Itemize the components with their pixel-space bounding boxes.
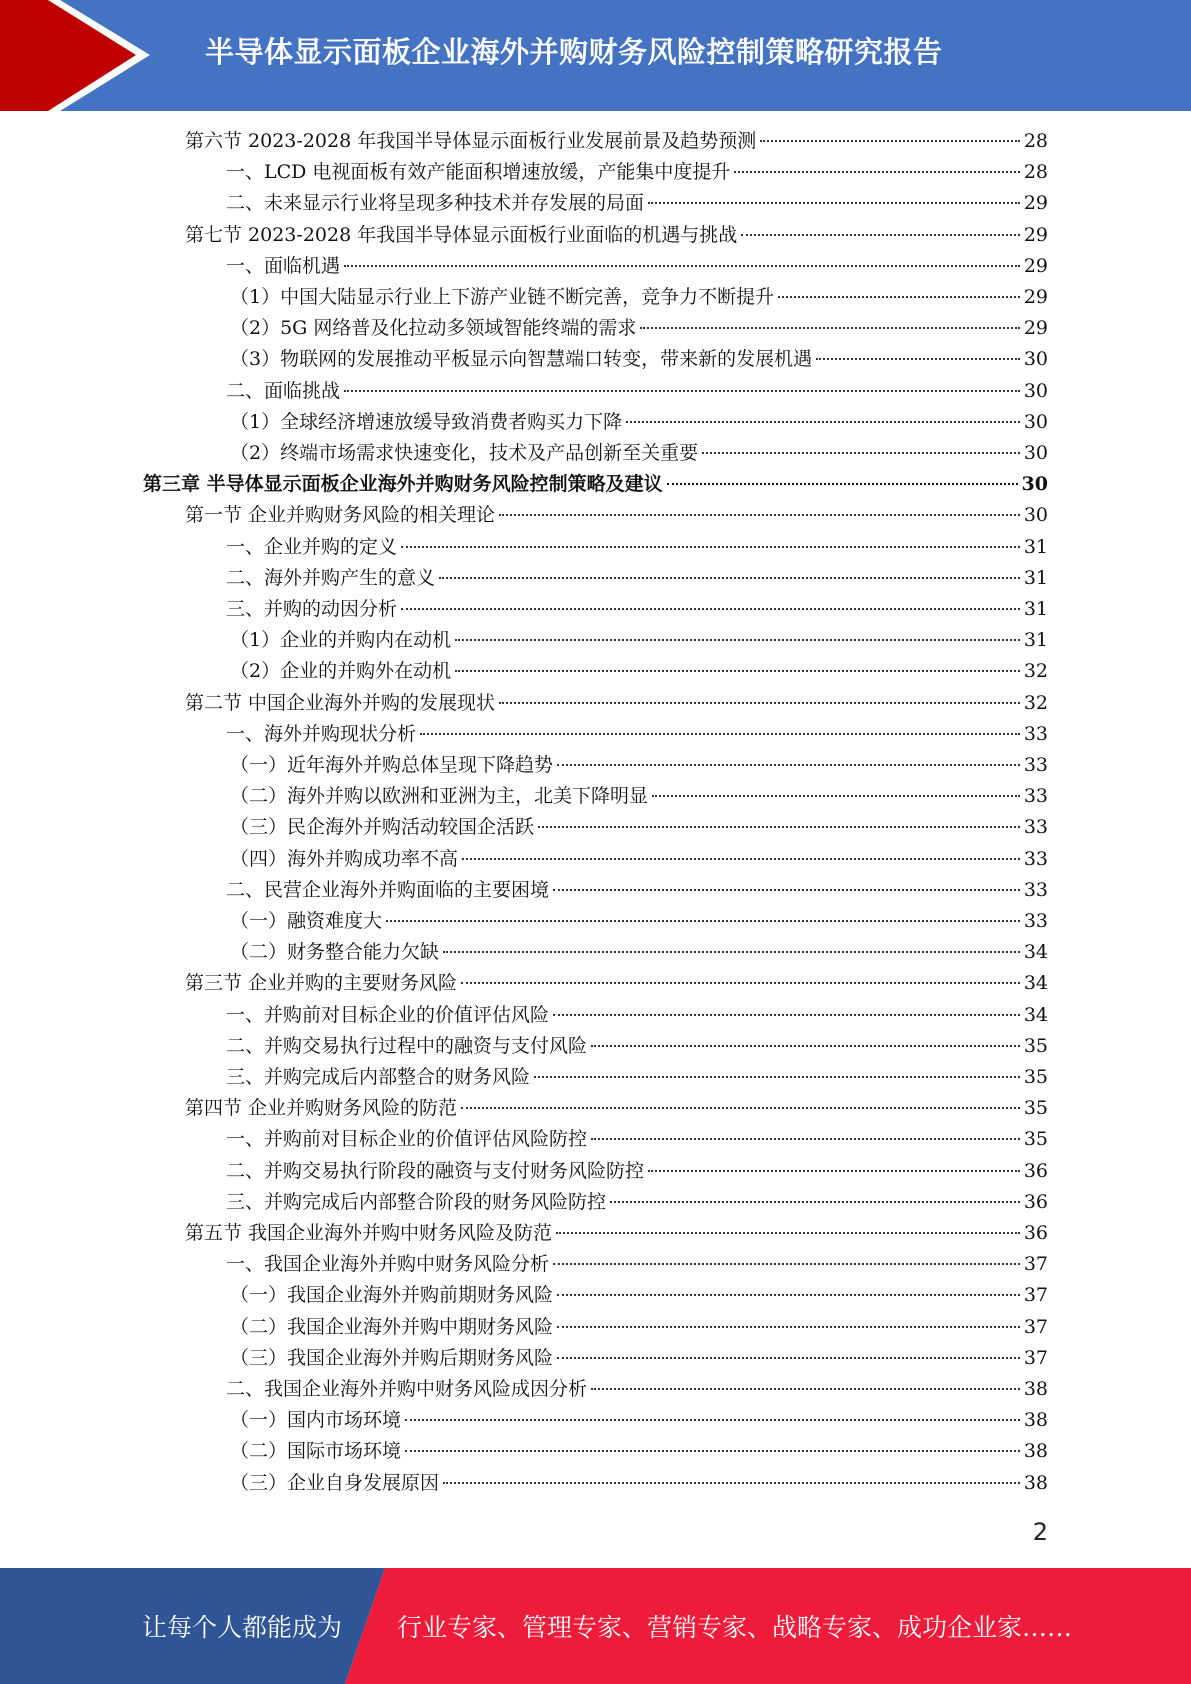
toc-dot-leader <box>626 421 1020 423</box>
toc-entry-title: （三）我国企业海外并购后期财务风险 <box>230 1346 554 1369</box>
toc-entry-title: 三、并购完成后内部整合阶段的财务风险防控 <box>226 1190 607 1213</box>
toc-entry-page: 33 <box>1023 722 1048 745</box>
toc-entry[interactable] <box>185 220 1048 251</box>
toc-entry-page: 35 <box>1023 1128 1048 1151</box>
toc-entry-title: 一、并购前对目标企业的价值评估风险防控 <box>226 1128 588 1151</box>
toc-entry-page: 30 <box>1021 473 1048 496</box>
toc-entry-page: 33 <box>1023 847 1048 870</box>
toc-entry[interactable] <box>226 875 1048 906</box>
toc-entry[interactable] <box>230 937 1048 968</box>
toc-entry-page: 30 <box>1023 379 1048 402</box>
toc-dot-leader <box>344 265 1020 267</box>
toc-entry[interactable] <box>230 1405 1048 1436</box>
toc-dot-leader <box>461 1107 1020 1109</box>
toc-entry-title: （2）5G 网络普及化拉动多领域智能终端的需求 <box>230 317 637 340</box>
toc-dot-leader <box>499 514 1020 516</box>
toc-entry-title: 第三节 企业并购的主要财务风险 <box>185 972 458 995</box>
toc-entry-page: 33 <box>1023 910 1048 932</box>
toc-entry-title: 二、并购交易执行阶段的融资与支付财务风险防控 <box>226 1159 645 1182</box>
toc-entry-page: 28 <box>1023 130 1048 152</box>
toc-entry-title: （一）近年海外并购总体呈现下降趋势 <box>230 754 554 776</box>
toc-entry[interactable] <box>226 719 1048 750</box>
toc-entry-page: 37 <box>1023 1253 1048 1276</box>
toc-dot-leader <box>667 483 1018 485</box>
toc-entry[interactable] <box>185 126 1048 157</box>
footer-slogan-right: 行业专家、管理专家、营销专家、战略专家、成功企业家…… <box>397 1613 1073 1642</box>
toc-entry[interactable] <box>230 313 1048 344</box>
toc-entry[interactable] <box>185 1093 1048 1124</box>
toc-dot-leader <box>734 171 1019 173</box>
toc-entry-page: 38 <box>1023 1378 1048 1400</box>
toc-dot-leader <box>557 1326 1020 1328</box>
toc-entry[interactable] <box>226 251 1048 282</box>
toc-entry-title: 二、民营企业海外并购面临的主要困境 <box>226 878 550 901</box>
header-bar <box>0 0 1191 111</box>
footer-slogan-left: 让每个人都能成为 <box>142 1613 343 1642</box>
toc-entry[interactable] <box>226 1062 1048 1093</box>
toc-entry-title: （二）海外并购以欧洲和亚洲为主，北美下降明显 <box>230 785 649 808</box>
toc-entry[interactable] <box>230 750 1048 781</box>
toc-entry-title: （四）海外并购成功率不高 <box>230 847 459 870</box>
toc-dot-leader <box>557 1294 1020 1296</box>
toc-dot-leader <box>420 733 1020 735</box>
toc-entry-page: 31 <box>1023 535 1048 558</box>
toc-entry-title: （二）我国企业海外并购中期财务风险 <box>230 1315 554 1338</box>
toc-entry-title: 一、LCD 电视面板有效产能面积增速放缓，产能集中度提升 <box>226 161 731 184</box>
toc-dot-leader <box>553 889 1020 891</box>
toc-entry-title: 二、并购交易执行过程中的融资与支付风险 <box>226 1034 588 1057</box>
toc-dot-leader <box>591 1045 1020 1047</box>
toc-entry[interactable] <box>226 1374 1048 1405</box>
toc-entry[interactable] <box>226 188 1048 219</box>
toc-entry-title: （2）终端市场需求快速变化，技术及产品创新至关重要 <box>230 442 699 464</box>
toc-entry-title: 一、海外并购现状分析 <box>226 722 417 745</box>
toc-entry-page: 29 <box>1023 254 1048 277</box>
toc-dot-leader <box>640 327 1019 329</box>
toc-dot-leader <box>648 202 1020 204</box>
toc-entry[interactable] <box>230 1468 1048 1499</box>
toc-dot-leader <box>557 1357 1020 1359</box>
toc-entry-title: （一）融资难度大 <box>230 910 383 932</box>
toc-entry-title: 第一节 企业并购财务风险的相关理论 <box>185 504 496 527</box>
toc-entry-title: （二）国际市场环境 <box>230 1440 402 1463</box>
toc-entry-page: 32 <box>1023 660 1048 683</box>
toc-entry-title: 二、面临挑战 <box>226 379 341 402</box>
toc-entry[interactable] <box>230 282 1048 313</box>
toc-entry[interactable] <box>185 968 1048 999</box>
toc-entry-page: 35 <box>1023 1097 1048 1120</box>
toc-entry-page: 30 <box>1023 348 1048 371</box>
toc-entry-page: 38 <box>1023 1440 1048 1463</box>
toc-dot-leader <box>610 1201 1020 1203</box>
toc-entry[interactable] <box>226 1124 1048 1155</box>
toc-entry-title: （1）企业的并购内在动机 <box>230 629 452 652</box>
toc-entry[interactable] <box>185 500 1048 531</box>
toc-entry-title: （二）财务整合能力欠缺 <box>230 941 440 964</box>
toc-entry[interactable] <box>230 844 1048 875</box>
toc-entry-title: 第六节 2023-2028 年我国半导体显示面板行业发展前景及趋势预测 <box>185 130 757 152</box>
toc-entry[interactable] <box>185 1218 1048 1249</box>
toc-dot-leader <box>591 1388 1020 1390</box>
toc-entry-title: （一）国内市场环境 <box>230 1409 402 1432</box>
toc-entry[interactable] <box>226 157 1048 188</box>
toc-entry-title: 一、并购前对目标企业的价值评估风险 <box>226 1003 550 1026</box>
toc-dot-leader <box>816 358 1020 360</box>
toc-entry[interactable] <box>185 688 1048 719</box>
toc-entry-title: 第二节 中国企业海外并购的发展现状 <box>185 691 496 714</box>
toc-entry-title: （2）企业的并购外在动机 <box>230 660 452 683</box>
toc-dot-leader <box>499 702 1020 704</box>
toc-dot-leader <box>386 920 1020 922</box>
toc-entry-page: 33 <box>1023 878 1048 901</box>
toc-dot-leader <box>462 858 1020 860</box>
toc-entry-page: 30 <box>1023 504 1048 527</box>
toc-entry-page: 37 <box>1023 1346 1048 1369</box>
toc-entry-page: 35 <box>1023 1034 1048 1057</box>
toc-entry[interactable] <box>230 625 1048 656</box>
toc-entry-page: 28 <box>1023 161 1048 184</box>
toc-dot-leader <box>557 764 1020 766</box>
toc-entry-title: 二、未来显示行业将呈现多种技术并存发展的局面 <box>226 192 645 215</box>
toc-entry[interactable] <box>230 344 1048 375</box>
toc-dot-leader <box>405 1450 1020 1452</box>
toc-entry-page: 33 <box>1023 785 1048 808</box>
toc-dot-leader <box>455 670 1020 672</box>
toc-entry[interactable] <box>230 781 1048 812</box>
footer-banner <box>0 1568 1191 1684</box>
toc-entry-title: 一、我国企业海外并购中财务风险分析 <box>226 1253 550 1276</box>
toc-entry[interactable] <box>226 376 1048 407</box>
toc-dot-leader <box>455 639 1020 641</box>
toc-entry-page: 31 <box>1023 598 1048 620</box>
toc-entry-page: 38 <box>1023 1409 1048 1432</box>
toc-entry-page: 34 <box>1023 1003 1048 1026</box>
toc-entry-page: 36 <box>1023 1222 1048 1244</box>
toc-entry-page: 37 <box>1023 1284 1048 1307</box>
toc-dot-leader <box>591 1138 1020 1140</box>
toc-entry[interactable] <box>226 1031 1048 1062</box>
toc-entry[interactable] <box>226 594 1048 625</box>
toc-dot-leader <box>461 982 1020 984</box>
toc-entry-title: （三）民企海外并购活动较国企活跃 <box>230 816 535 839</box>
toc-entry-title: 一、企业并购的定义 <box>226 535 398 558</box>
toc-entry[interactable] <box>230 906 1048 937</box>
toc-entry-title: 一、面临机遇 <box>226 254 341 277</box>
toc-entry[interactable] <box>230 407 1048 438</box>
toc-entry-page: 30 <box>1023 410 1048 433</box>
toc-entry-page: 34 <box>1023 941 1048 964</box>
toc-entry-page: 36 <box>1023 1190 1048 1213</box>
toc-entry-page: 29 <box>1023 192 1048 215</box>
toc-entry-title: 第七节 2023-2028 年我国半导体显示面板行业面临的机遇与挑战 <box>185 223 738 246</box>
toc-entry-page: 29 <box>1023 223 1048 246</box>
toc-entry-title: 三、并购的动因分析 <box>226 598 398 620</box>
toc-dot-leader <box>538 826 1020 828</box>
toc-entry-page: 29 <box>1023 317 1048 340</box>
toc-entry-title: （1）全球经济增速放缓导致消费者购买力下降 <box>230 410 623 433</box>
header-arrow-icon <box>0 0 160 111</box>
toc-entry-title: 二、我国企业海外并购中财务风险成因分析 <box>226 1378 588 1400</box>
toc-entry-page: 31 <box>1023 629 1048 652</box>
toc-entry-page: 31 <box>1023 566 1048 589</box>
toc-dot-leader <box>778 296 1020 298</box>
toc-entry-title: （3）物联网的发展推动平板显示向智慧端口转变，带来新的发展机遇 <box>230 348 813 371</box>
toc-entry-page: 36 <box>1023 1159 1048 1182</box>
toc-entry[interactable] <box>230 1312 1048 1343</box>
toc-entry-title: （一）我国企业海外并购前期财务风险 <box>230 1284 554 1307</box>
toc-dot-leader <box>534 1076 1020 1078</box>
toc-dot-leader <box>439 577 1020 579</box>
toc-entry[interactable] <box>143 469 1048 500</box>
toc-entry-page: 37 <box>1023 1315 1048 1338</box>
toc-entry-title: 三、并购完成后内部整合的财务风险 <box>226 1066 531 1088</box>
toc-entry-page: 29 <box>1023 286 1048 308</box>
toc-entry[interactable] <box>230 1280 1048 1311</box>
toc-entry[interactable] <box>226 1249 1048 1280</box>
toc-dot-leader <box>556 1232 1020 1234</box>
toc-entry-title: 第四节 企业并购财务风险的防范 <box>185 1097 458 1120</box>
toc-entry-page: 33 <box>1023 816 1048 839</box>
toc-entry[interactable] <box>226 532 1048 563</box>
toc-entry-title: （三）企业自身发展原因 <box>230 1471 440 1494</box>
toc-entry[interactable] <box>230 1343 1048 1374</box>
toc-dot-leader <box>401 608 1020 610</box>
toc-entry[interactable] <box>230 812 1048 843</box>
toc-entry-title: 第五节 我国企业海外并购中财务风险及防范 <box>185 1222 553 1244</box>
toc-entry[interactable] <box>230 656 1048 687</box>
toc-entry-title: 第三章 半导体显示面板企业海外并购财务风险控制策略及建议 <box>143 473 663 496</box>
toc-entry-title: （1）中国大陆显示行业上下游产业链不断完善，竞争力不断提升 <box>230 286 775 308</box>
toc-entry[interactable] <box>226 1187 1048 1218</box>
toc-entry[interactable] <box>226 563 1048 594</box>
toc-dot-leader <box>553 1014 1020 1016</box>
toc-entry-title: 二、海外并购产生的意义 <box>226 566 436 589</box>
toc-entry-page: 34 <box>1023 972 1048 995</box>
toc-entry-page: 32 <box>1023 691 1048 714</box>
toc-entry[interactable] <box>226 1156 1048 1187</box>
toc-dot-leader <box>652 795 1020 797</box>
toc-dot-leader <box>443 1482 1020 1484</box>
toc-entry-page: 35 <box>1023 1066 1048 1088</box>
toc-dot-leader <box>648 1170 1020 1172</box>
toc-dot-leader <box>702 452 1020 454</box>
toc-dot-leader <box>405 1419 1020 1421</box>
toc-dot-leader <box>443 951 1020 953</box>
toc-dot-leader <box>401 546 1020 548</box>
toc-dot-leader <box>344 390 1020 392</box>
toc-entry-page: 33 <box>1023 754 1048 776</box>
toc-entry[interactable] <box>230 1436 1048 1467</box>
toc-entry[interactable] <box>230 438 1048 469</box>
toc-dot-leader <box>760 140 1020 142</box>
toc-entry-page: 30 <box>1023 442 1048 464</box>
toc-dot-leader <box>553 1263 1020 1265</box>
toc-entry[interactable] <box>226 1000 1048 1031</box>
toc-dot-leader <box>741 234 1020 236</box>
page-number: 2 <box>1032 1518 1048 1546</box>
toc-entry-page: 38 <box>1023 1471 1048 1494</box>
report-title: 半导体显示面板企业海外并购财务风险控制策略研究报告 <box>205 35 943 69</box>
